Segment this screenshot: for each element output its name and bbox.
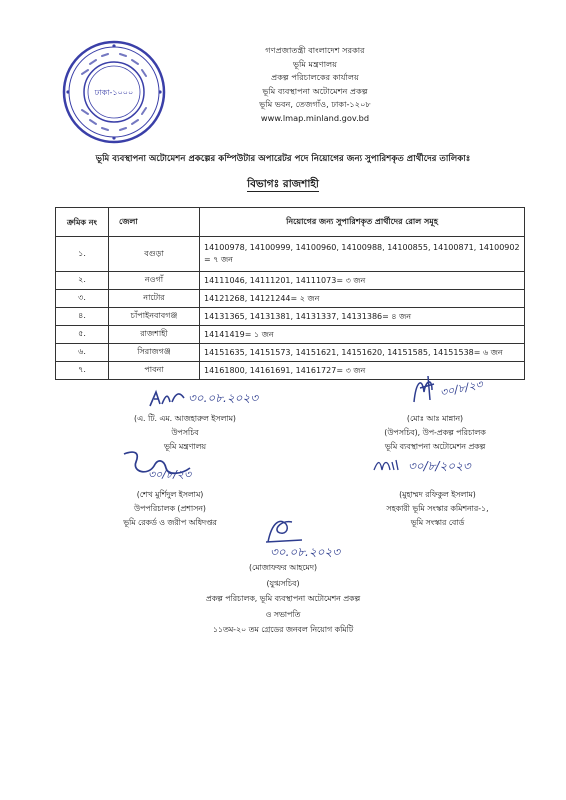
signatory-5-office: প্রকল্প পরিচালক, ভূমি ব্যবস্থাপনা অটোমেশন প্রকল্প: [205, 594, 361, 603]
header-district: জেলা: [109, 208, 200, 237]
table-row: [56, 237, 525, 272]
signatory-1-name: (এ. টি. এম. আজহারুল ইসলাম): [134, 414, 236, 423]
signature-1-date: ৩০.০৮.২০২৩: [188, 391, 259, 405]
division-heading: [0, 177, 566, 194]
signatory-5-name: (মোজাফফর আহমেদ): [249, 563, 317, 572]
signatory-3-name: (শেখ মুর্শিদুল ইসলাম): [136, 490, 204, 499]
header-serial: ক্রমিক নং: [56, 208, 109, 237]
signatory-3-office: ভূমি রেকর্ড ও জরীপ অধিদপ্তর: [123, 518, 217, 527]
signatory-2-office: ভূমি ব্যবস্থাপনা অটোমেশন প্রকল্প: [384, 442, 486, 451]
signature-5-date: ৩০.০৮.২০২৩: [270, 545, 341, 559]
signatory-3-designation: উপপরিচালক (প্রশাসন): [134, 504, 206, 513]
signature-4-handwriting: [372, 456, 471, 480]
row-district: রাজশাহী: [109, 326, 200, 344]
division-label: বিভাগঃ রাজশাহী: [247, 178, 319, 190]
signature-block-4: [350, 488, 525, 530]
signatory-4-name: (মুহাম্মদ রফিকুল ইসলাম): [399, 490, 476, 499]
signatory-4-office: ভূমি সংস্কার বোর্ড: [410, 518, 465, 527]
document-title: ভূমি ব্যবস্থাপনা অটোমেশন প্রকল্পের কম্পিউটার অপারেটর পদে নিয়োগের জন্য সুপারিশকৃত প্রার্থীদের তালিকাঃ: [95, 154, 471, 164]
row-serial: ১.: [56, 237, 109, 272]
letterhead: [200, 44, 430, 126]
signature-4-date: ৩০/৮/২০২৩: [408, 459, 471, 473]
signatory-5-committee: ১১তম-২০ তম গ্রেডের জনবল নিয়োগ কমিটি: [212, 625, 354, 634]
header-website: www.lmap.minland.gov.bd: [260, 112, 370, 123]
signature-3-handwriting: [120, 448, 210, 486]
row-district: সিরাজগঞ্জ: [109, 344, 200, 362]
row-serial: ৪.: [56, 308, 109, 326]
table-header-row: [56, 208, 525, 237]
row-serial: ৭.: [56, 362, 109, 380]
header-ministry: ভূমি মন্ত্রণালয়: [292, 58, 338, 69]
signatory-1-designation: উপসচিব: [171, 428, 199, 437]
table-row: [56, 326, 525, 344]
signature-block-5: [183, 560, 383, 638]
row-district: নওগাঁ: [109, 272, 200, 290]
row-serial: ২.: [56, 272, 109, 290]
signatory-5-designation: (যুগ্মসচিব): [266, 578, 300, 588]
header-office: প্রকল্প পরিচালকের কার্যালয়: [271, 72, 359, 83]
signatory-2-name: (মোঃ আঃ মান্নান): [406, 414, 464, 423]
row-serial: ৩.: [56, 290, 109, 308]
signature-5-mark: [262, 512, 312, 546]
table-row: [56, 362, 525, 380]
signature-1-mark: [148, 388, 188, 410]
row-rolls: 14161800, 14161691, 14161727= ৩ জন: [200, 362, 525, 380]
office-seal: [62, 40, 166, 144]
row-district: পাবনা: [109, 362, 200, 380]
table-row: [56, 290, 525, 308]
signature-block-2: [350, 412, 520, 454]
row-serial: ৬.: [56, 344, 109, 362]
signature-1-handwriting: [148, 388, 259, 414]
signature-2-handwriting: [410, 372, 484, 410]
signatory-2-designation: (উপসচিব), উপ-প্রকল্প পরিচালক: [384, 428, 486, 437]
signatory-1-office: ভূমি মন্ত্রণালয়: [164, 442, 206, 451]
signature-4-mark: [372, 456, 402, 476]
header-government: গণপ্রজাতন্ত্রী বাংলাদেশ সরকার: [265, 45, 365, 55]
row-rolls: 14131365, 14131381, 14131337, 14131386= ৪ জন: [200, 308, 525, 326]
signature-3-date: ৩০/৮/২৩: [148, 468, 192, 481]
signatory-5-role: ও সভাপতি: [265, 609, 301, 619]
candidate-roll-table: [55, 207, 525, 380]
table-row: [56, 272, 525, 290]
table-row: [56, 308, 525, 326]
row-district: চাঁপাইনবাবগঞ্জ: [109, 308, 200, 326]
signature-block-3: [85, 488, 255, 530]
header-project: ভূমি ব্যবস্থাপনা অটোমেশন প্রকল্প: [262, 85, 368, 96]
row-rolls: 14151635, 14151573, 14151621, 14151620, 14151585, 14151538= ৬ জন: [200, 344, 525, 362]
table-row: [56, 344, 525, 362]
row-rolls: 14121268, 14121244= ২ জন: [200, 290, 525, 308]
row-district: বগুড়া: [109, 237, 200, 272]
signature-5-handwriting: [262, 512, 341, 559]
signatory-4-designation: সহকারী ভূমি সংস্কার কমিশনার-১,: [386, 504, 489, 513]
row-rolls: 14100978, 14100999, 14100960, 14100988, 14100855, 14100871, 14100902 = ৭ জন: [200, 237, 525, 272]
row-rolls: 14141419= ১ জন: [200, 326, 525, 344]
row-serial: ৫.: [56, 326, 109, 344]
header-address: ভূমি ভবন, তেজগাঁও, ঢাকা-১২০৮: [259, 99, 371, 110]
seal-center-text: ঢাকা-১০০০: [94, 88, 134, 97]
row-district: নাটোর: [109, 290, 200, 308]
header-rolls: নিয়োগের জন্য সুপারিশকৃত প্রার্থীদের রোল সমূহ: [200, 208, 525, 237]
row-rolls: 14111046, 14111201, 14111073= ৩ জন: [200, 272, 525, 290]
signature-2-date: ৩০/৮/২৩: [438, 377, 484, 400]
